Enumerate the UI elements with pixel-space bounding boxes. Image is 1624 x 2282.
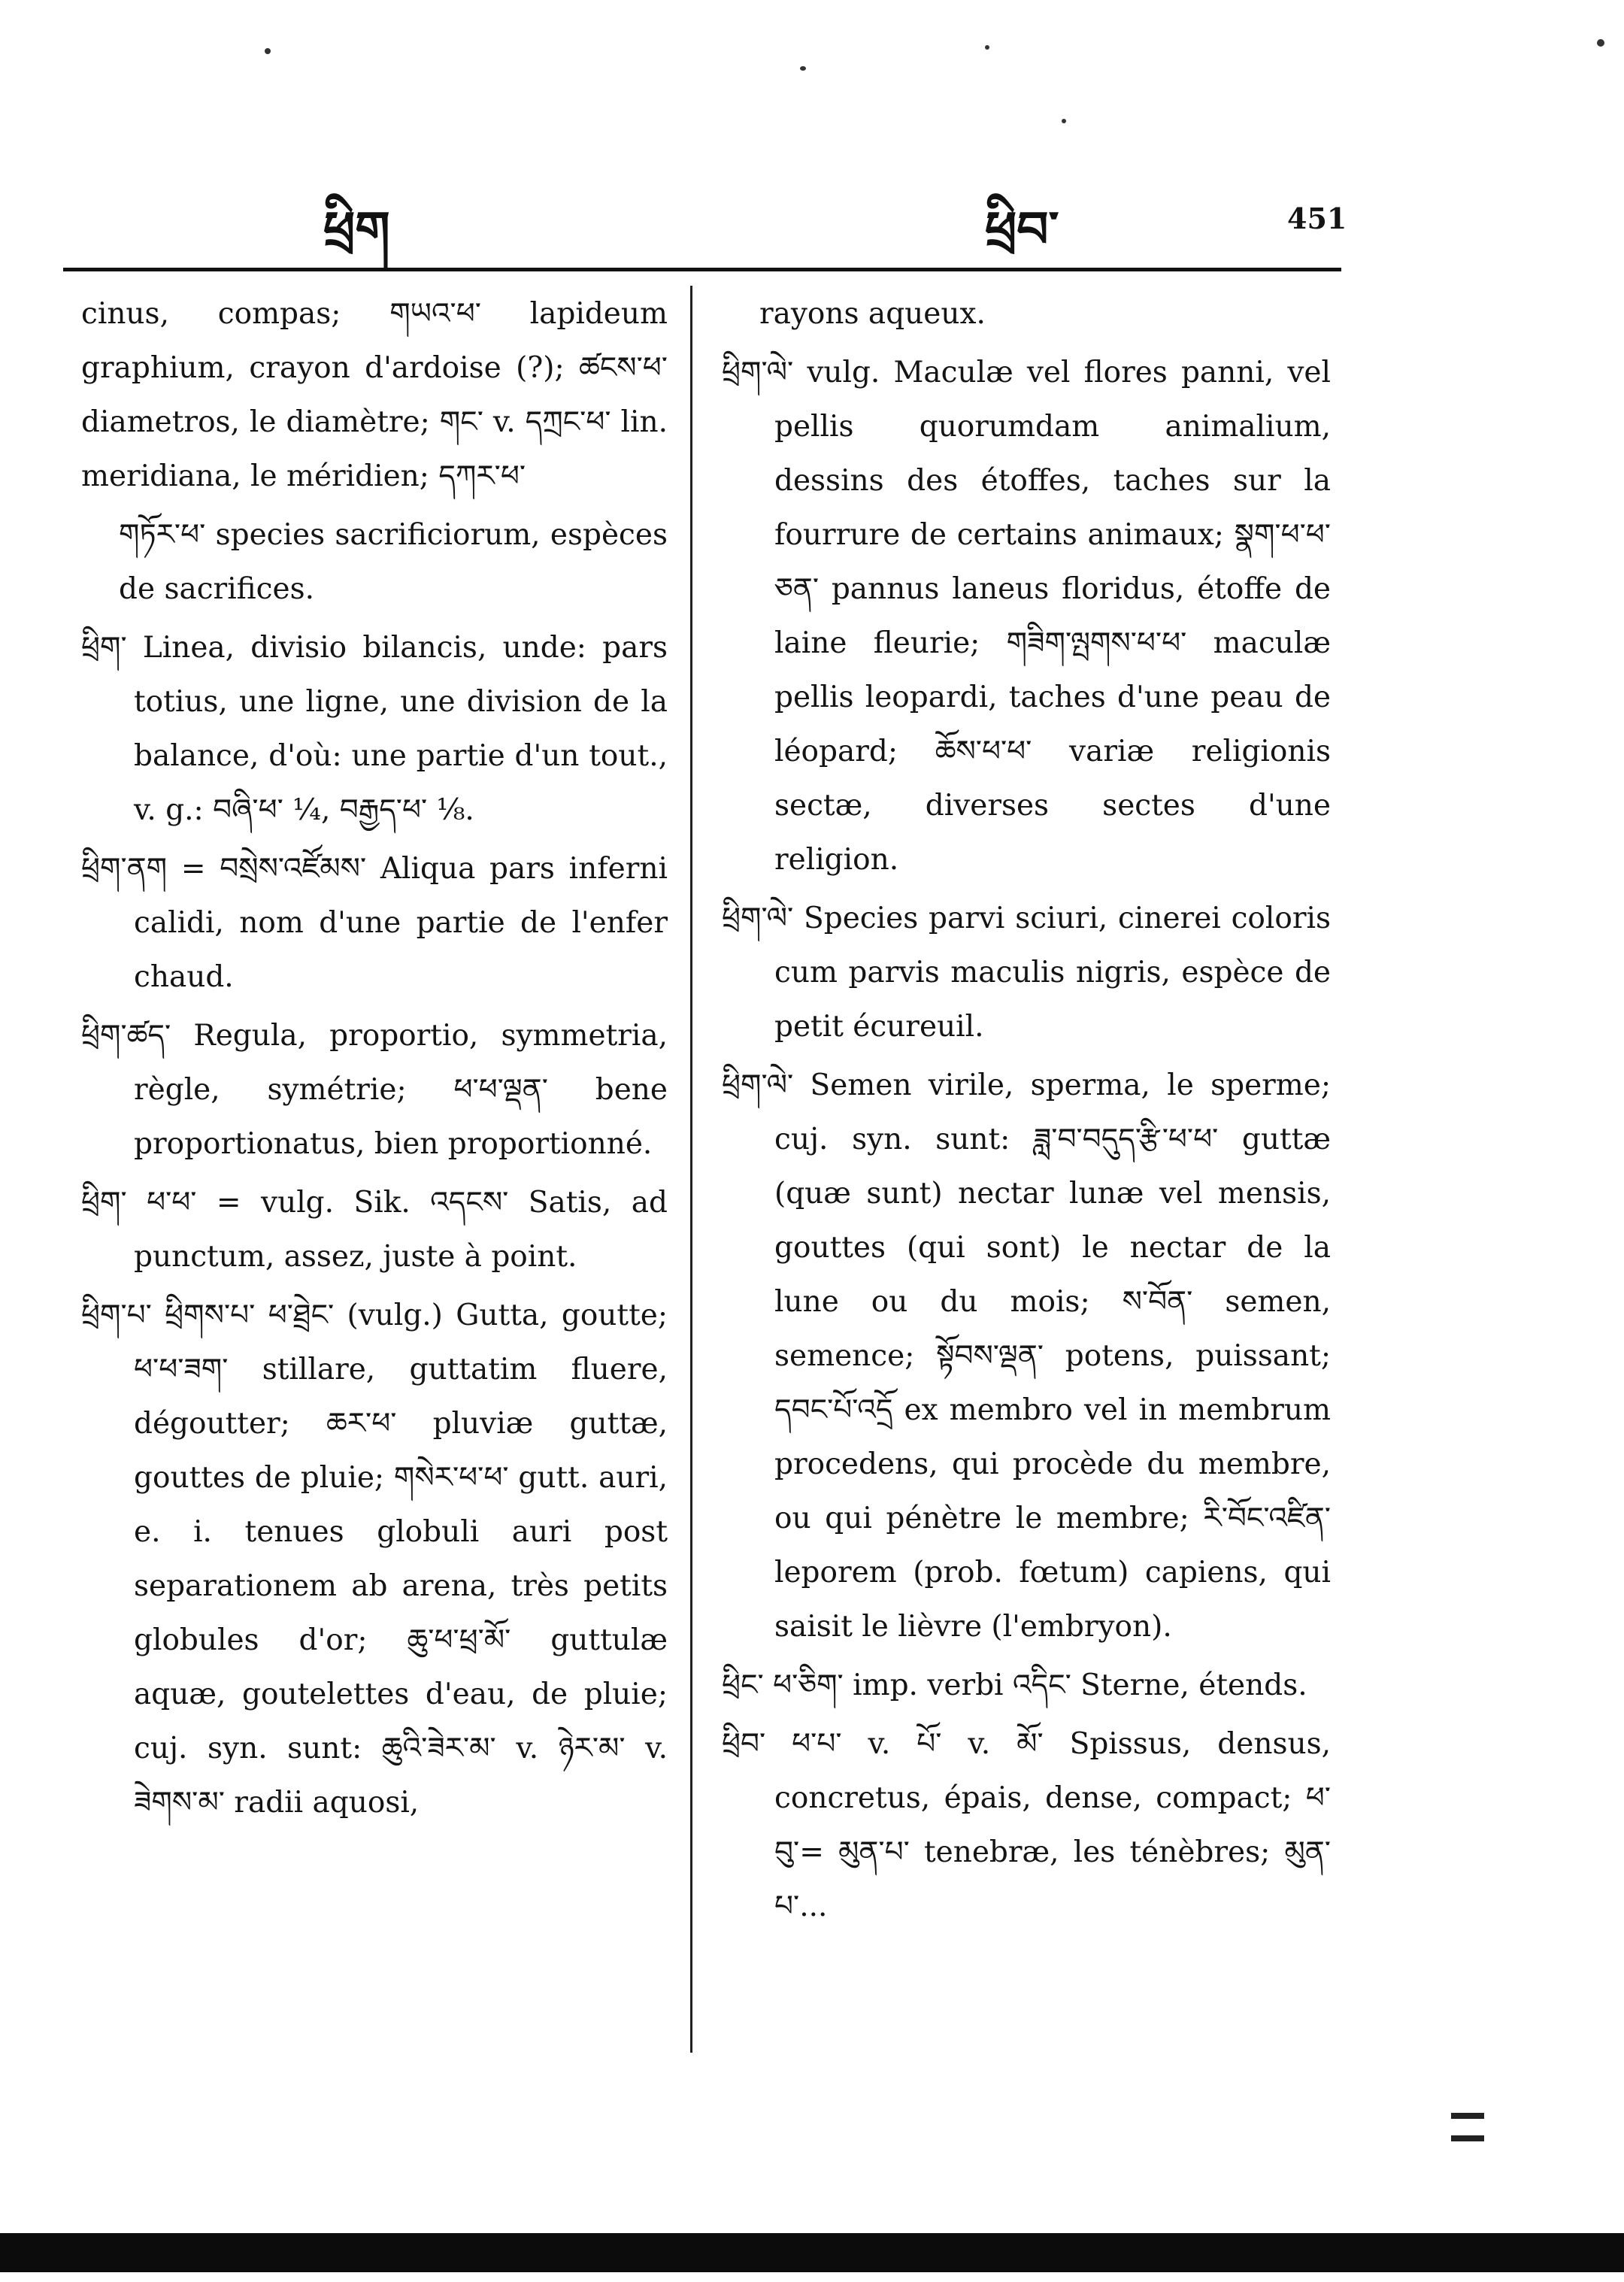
dictionary-entry: ཕྲིག་ ཕ་ཕ་ = vulg. Sik. འདངས་ Satis, ad punctum, assez, juste à point. (81, 1186, 668, 1274)
dictionary-entry: ཕྲིག་ནག = བསྲེས་འཛོམས་ Aliqua pars inferni calidi, nom d'une partie de l'enfer chaud. (81, 852, 668, 994)
dictionary-entry: ཕྲིག་པ་ ཕྲིགས་པ་ ཕ་ཐྲེང་ (vulg.) Gutta, goutte; ཕ་ཕ་ཟག་ stillare, guttatim fluere, dégoutter; ཆར་ཕ་ pluviæ guttæ, gouttes de pluie; གསེར་ཕ་ཕ་ gutt. auri, e. i. tenues globuli auri post separationem ab arena, très petits globules d'or; ཆུ་ཕ་ཕྲ་མོ་ guttulæ aquæ, goutelettes d'eau, de pluie; cuj. syn. sunt: ཆུའི་ཟེར་མ་ v. ཉེར་མ་ v. ཟེགས་མ་ radii aquosi, (81, 1299, 668, 1820)
scan-speck (1062, 119, 1066, 123)
header-rule (63, 268, 1341, 271)
left-column (81, 287, 668, 1835)
margin-mark (1451, 2113, 1484, 2141)
entry-continuation: cinus, compas; གཡའ་ཕ་ lapideum graphium, crayon d'ardoise (?); ཚངས་ཕ་ diametros, le diamètre; གང་ v. དཀྲང་ཕ་ lin. meridiana, le méridien; དཀར་ཕ་ (81, 297, 668, 493)
scan-speck (1597, 39, 1604, 47)
scan-speck (265, 48, 271, 54)
scan-edge-bar (0, 2233, 1624, 2272)
entry-continuation: rayons aqueux. (759, 297, 986, 331)
scan-speck (800, 66, 806, 71)
right-running-headword: ཕྲིབ་ (985, 201, 1059, 259)
page-number: 451 (1287, 202, 1347, 235)
dictionary-entry: ཕྲིག་ Linea, divisio bilancis, unde: pars totius, une ligne, une division de la balance, d'où: une partie d'un tout., v. g.: བཞི་ཕ་ ¼, བརྒྱད་ཕ་ ⅛. (81, 631, 668, 827)
dictionary-entry: ཕྲིག་ལེ་ Semen virile, sperma, le sperme; cuj. syn. sunt: ཟླ་བ་བདུད་རྩི་ཕ་ཕ་ guttæ (quæ sunt) nectar lunæ vel mensis, gouttes (qui sont) le nectar de la lune ou du mois; ས་བོན་ semen, semence; སྟོབས་ལྡན་ potens, puissant; དབང་པོ་འདྲོ ex membro vel in membrum procedens, qui procède du membre, ou qui pénètre le membre; རི་བོང་འཛིན་ leporem (prob. fœtum) capiens, qui saisit le lièvre (l'embryon). (722, 1068, 1331, 1644)
dictionary-entry: ཕྲིག་ལེ་ vulg. Maculæ vel flores panni, vel pellis quorumdam animalium, dessins des étoffes, taches sur la fourrure de certains animaux; སྣག་ཕ་ཕ་ཅན་ pannus laneus floridus, étoffe de laine fleurie; གཟིག་ལྤགས་ཕ་ཕ་ maculæ pellis leopardi, taches d'une peau de léopard; ཆོས་ཕ་ཕ་ variæ religionis sectæ, diverses sectes d'une religion. (722, 356, 1331, 877)
dictionary-entry: ཕྲིག་ཚད་ Regula, proportio, symmetria, règle, symétrie; ཕ་ཕ་ལྡན་ bene proportionatus, bien proportionné. (81, 1019, 668, 1161)
dictionary-entry: ཕྲིབ་ ཕ་པ་ v. པོ་ v. མོ་ Spissus, densus, concretus, épais, dense, compact; ཕ་བུ་= མུན་པ་ tenebræ, les ténèbres; མུན་པ་... (722, 1727, 1331, 1923)
scan-speck (985, 45, 989, 50)
column-divider (690, 286, 692, 2053)
dictionary-entry: ཕྲིག་ལེ་ Species parvi sciuri, cinerei coloris cum parvis maculis nigris, espèce de petit écureuil. (722, 902, 1331, 1044)
entry-continuation: གཏོར་ཕ་ species sacrificiorum, espèces de sacrifices. (119, 518, 668, 606)
dictionary-entry: ཕྲིང་ ཕ་ཅིག་ imp. verbi འདིང་ Sterne, étends. (722, 1668, 1307, 1702)
left-running-headword: ཕྲིག (323, 201, 390, 259)
right-column (722, 287, 1331, 1938)
